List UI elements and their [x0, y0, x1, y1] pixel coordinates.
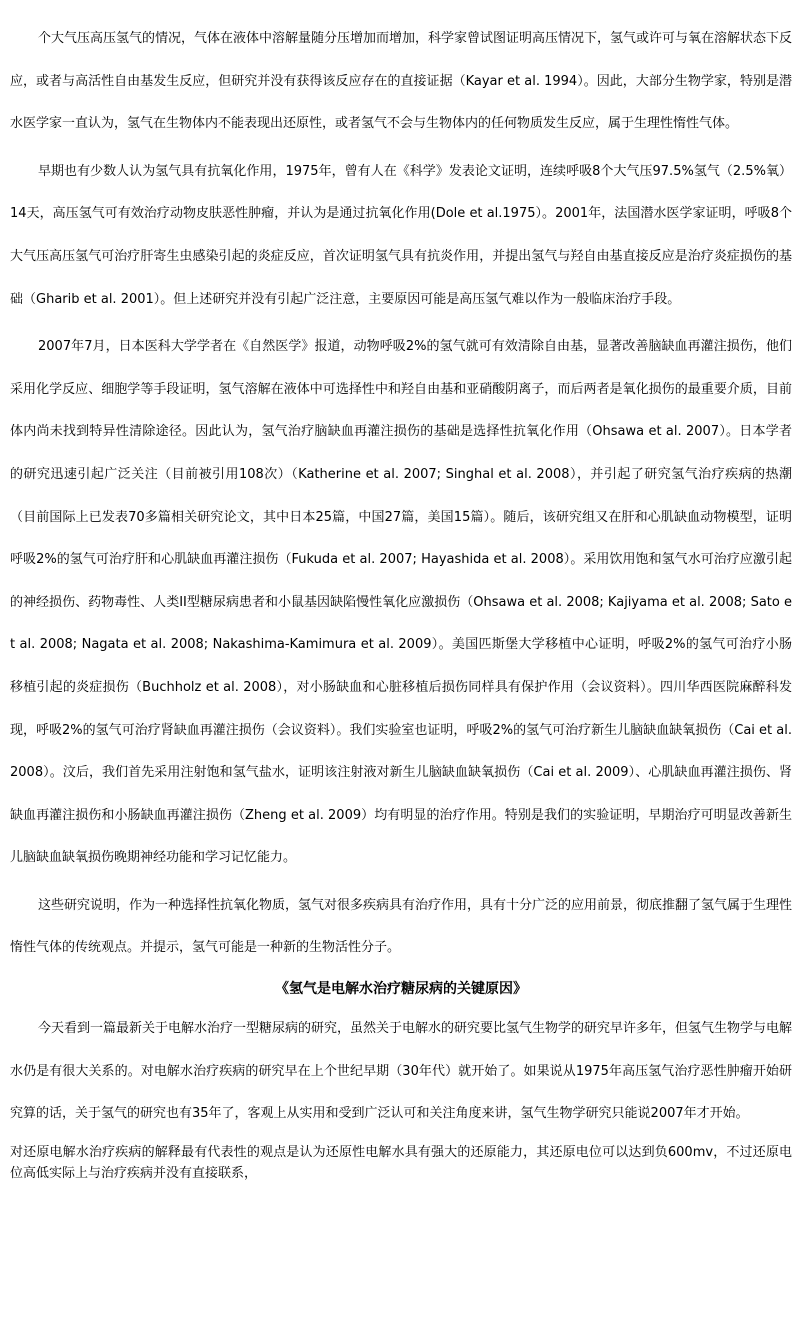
- section-title: 《氢气是电解水治疗糖尿病的关键原因》: [275, 981, 527, 998]
- article: [10, 18, 792, 1184]
- paragraph-2: 早期也有少数人认为氢气具有抗氧化作用，1975年，曾有人在《科学》发表论文证明，连续呼吸8个大气压97.5%氢气（2.5%氧）14天，高压氢气可有效治疗动物皮肤恶性肿瘤，并认为是通过抗氧化作用(Dole et al.1975）。2001年，法国潜水医学家证明，呼吸8个大气压高压氢气可治疗肝寄生虫感染引起的炎症反应，首次证明氢气具有抗炎作用，并提出氢气与羟自由基直接反应是治疗炎症损伤的基础（Gharib et al. 2001）。但上述研究并没有引起广泛注意，主要原因可能是高压氢气难以作为一般临床治疗手段。: [10, 163, 792, 307]
- tail-paragraph: 对还原电解水治疗疾病的解释最有代表性的观点是认为还原性电解水具有强大的还原能力，其还原电位可以达到负600mv，不过还原电位高低实际上与治疗疾病并没有直接联系，: [10, 1144, 792, 1181]
- paragraph-1: 个大气压高压氢气的情况，气体在液体中溶解量随分压增加而增加，科学家曾试图证明高压情况下，氢气或许可与氧在溶解状态下反应，或者与高活性自由基发生反应，但研究并没有获得该反应存在的直接证据（Kayar et al. 1994）。因此，大部分生物学家，特别是潜水医学家一直认为，氢气在生物体内不能表现出还原性，或者氢气不会与生物体内的任何物质发生反应，属于生理性惰性气体。: [10, 31, 793, 132]
- paragraph-4: 这些研究说明，作为一种选择性抗氧化物质，氢气对很多疾病具有治疗作用，具有十分广泛的应用前景，彻底推翻了氢气属于生理性惰性气体的传统观点。并提示，氢气可能是一种新的生物活性分子。: [10, 897, 793, 956]
- paragraph-3: 2007年7月，日本医科大学学者在《自然医学》报道，动物呼吸2%的氢气就可有效清除自由基，显著改善脑缺血再灌注损伤，他们采用化学反应、细胞学等手段证明，氢气溶解在液体中可选择性中和羟自由基和亚硝酸阴离子，而后两者是氧化损伤的最重要介质，目前体内尚未找到特异性清除途径。因此认为，氢气治疗脑缺血再灌注损伤的基础是选择性抗氧化作用（Ohsawa et al. 2007）。日本学者的研究迅速引起广泛关注（目前被引用108次）（Katherine et al. 2007; Singhal et al. 2008），并引起了研究氢气治疗疾病的热潮（目前国际上已发表70多篇相关研究论文，其中日本25篇，中国27篇，美国15篇）。随后，该研究组又在肝和心肌缺血动物模型，证明呼吸2%的氢气可治疗肝和心肌缺血再灌注损伤（Fukuda et al. 2007; Hayashida et al. 2008）。采用饮用饱和氢气水可治疗应激引起的神经损伤、药物毒性、人类II型糖尿病患者和小鼠基因缺陷慢性氧化应激损伤（Ohsawa et al. 2008; Kajiyama et al. 2008; Sato et al. 2008; Nagata et al. 2008; Nakashima-Kamimura et al. 2009）。美国匹斯堡大学移植中心证明，呼吸2%的氢气可治疗小肠移植引起的炎症损伤（Buchholz et al. 2008），对小肠缺血和心脏移植后损伤同样具有保护作用（会议资料）。四川华西医院麻醉科发现，呼吸2%的氢气可治疗肾缺血再灌注损伤（会议资料）。我们实验室也证明，呼吸2%的氢气可治疗新生儿脑缺血缺氧损伤（Cai et al. 2008）。汶后，我们首先采用注射饱和氢气盐水，证明该注射液对新生儿脑缺血缺氧损伤（Cai et al. 2009）、心肌缺血再灌注损伤、肾缺血再灌注损伤和小肠缺血再灌注损伤（Zheng et al. 2009）均有明显的治疗作用。特别是我们的实验证明，早期治疗可明显改善新生儿脑缺血缺氧损伤晚期神经功能和学习记忆能力。: [10, 339, 792, 866]
- section-paragraph-1: 今天看到一篇最新关于电解水治疗一型糖尿病的研究，虽然关于电解水的研究要比氢气生物学的研究早许多年，但氢气生物学与电解水仍是有很大关系的。对电解水治疗疾病的研究早在上个世纪早期（30年代）就开始了。如果说从1975年高压氢气治疗恶性肿瘤开始研究算的话，关于氢气的研究也有35年了，客观上从实用和受到广泛认可和关注角度来讲，氢气生物学研究只能说2007年才开始。: [10, 1021, 793, 1122]
